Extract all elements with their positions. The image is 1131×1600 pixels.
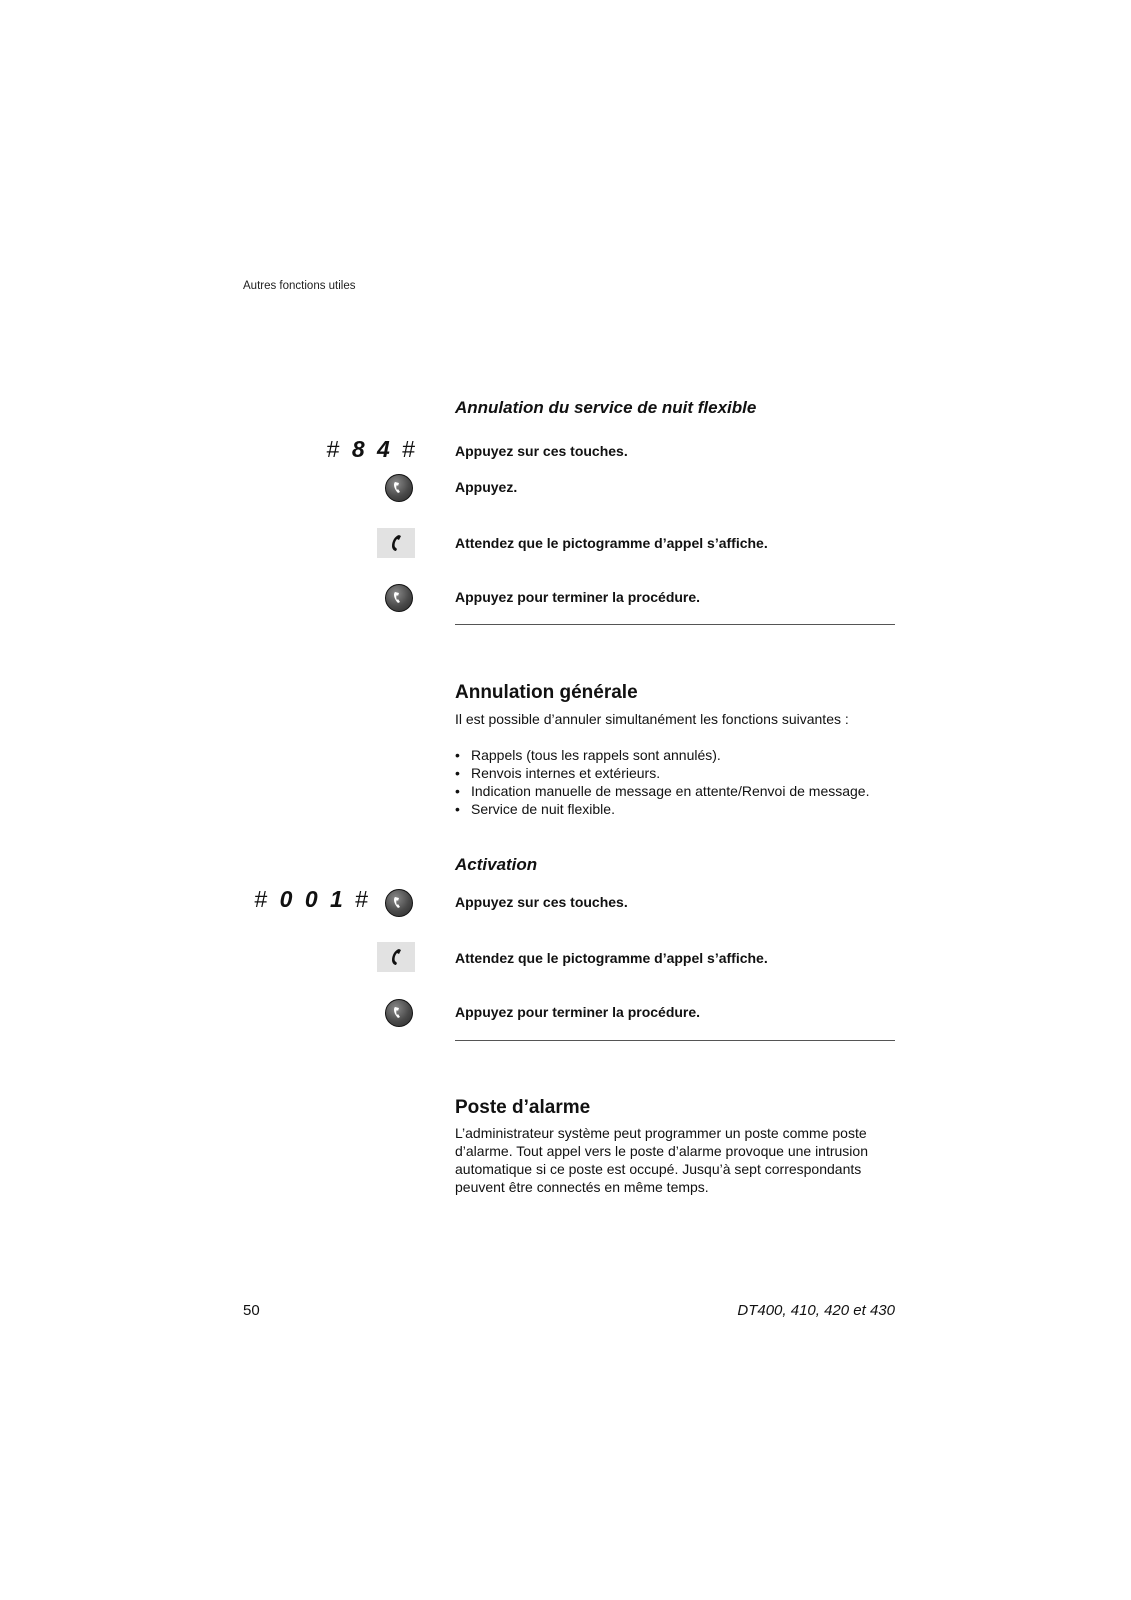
step-press: Appuyez.: [455, 479, 518, 495]
model-name: DT400, 410, 420 et 430: [737, 1302, 895, 1319]
hash-key: #: [254, 886, 271, 912]
running-head: Autres fonctions utiles: [243, 280, 356, 292]
list-item: • Renvois internes et extérieurs.: [455, 764, 869, 782]
digits-key: 8 4: [351, 436, 393, 462]
section-title-alarm-station: Poste d’alarme: [455, 1097, 591, 1118]
intro-text: Il est possible d’annuler simultanément les fonctions suivantes :: [455, 711, 849, 727]
step-press-finish: Appuyez pour terminer la procédure.: [455, 589, 701, 605]
call-pictogram-icon: [377, 942, 415, 972]
section-title-night-service-cancel: Annulation du service de nuit flexible: [455, 398, 757, 417]
step-press-finish: Appuyez pour terminer la procédure.: [455, 1004, 701, 1020]
phone-button-icon: [385, 474, 413, 502]
list-item: • Rappels (tous les rappels sont annulés).: [455, 746, 869, 764]
cancel-functions-list: [455, 746, 869, 818]
step-wait-pictogram: Attendez que le pictogramme d’appel s’affiche.: [455, 535, 768, 551]
phone-button-icon: [385, 999, 413, 1027]
list-item: • Indication manuelle de message en attente/Renvoi de message.: [455, 782, 869, 800]
page-number: 50: [243, 1302, 260, 1319]
paragraph-line: peuvent être connectés en même temps.: [455, 1179, 709, 1195]
phone-button-icon: [385, 584, 413, 612]
divider-line: [455, 624, 895, 625]
key-sequence-001: [254, 886, 371, 913]
section-title-general-cancel: Annulation générale: [455, 682, 638, 703]
step-press-keys: Appuyez sur ces touches.: [455, 894, 628, 910]
hash-key: #: [355, 886, 371, 912]
phone-button-icon: [385, 889, 413, 917]
paragraph-line: d’alarme. Tout appel vers le poste d’alarme provoque une intrusion: [455, 1143, 868, 1159]
subtitle-activation: Activation: [455, 855, 538, 874]
call-pictogram-icon: [377, 528, 415, 558]
hash-key: #: [326, 436, 343, 462]
paragraph-line: automatique si ce poste est occupé. Jusqu’à sept correspondants: [455, 1161, 862, 1177]
step-press-keys: Appuyez sur ces touches.: [455, 443, 628, 459]
paragraph-line: L’administrateur système peut programmer un poste comme poste: [455, 1125, 867, 1141]
step-wait-pictogram: Attendez que le pictogramme d’appel s’affiche.: [455, 950, 768, 966]
list-item: • Service de nuit flexible.: [455, 800, 869, 818]
key-sequence-84: [327, 436, 418, 463]
divider-line: [455, 1040, 895, 1041]
digits-key: 0 0 1: [279, 886, 346, 912]
hash-key: #: [402, 436, 418, 462]
alarm-paragraph: [455, 1124, 895, 1196]
